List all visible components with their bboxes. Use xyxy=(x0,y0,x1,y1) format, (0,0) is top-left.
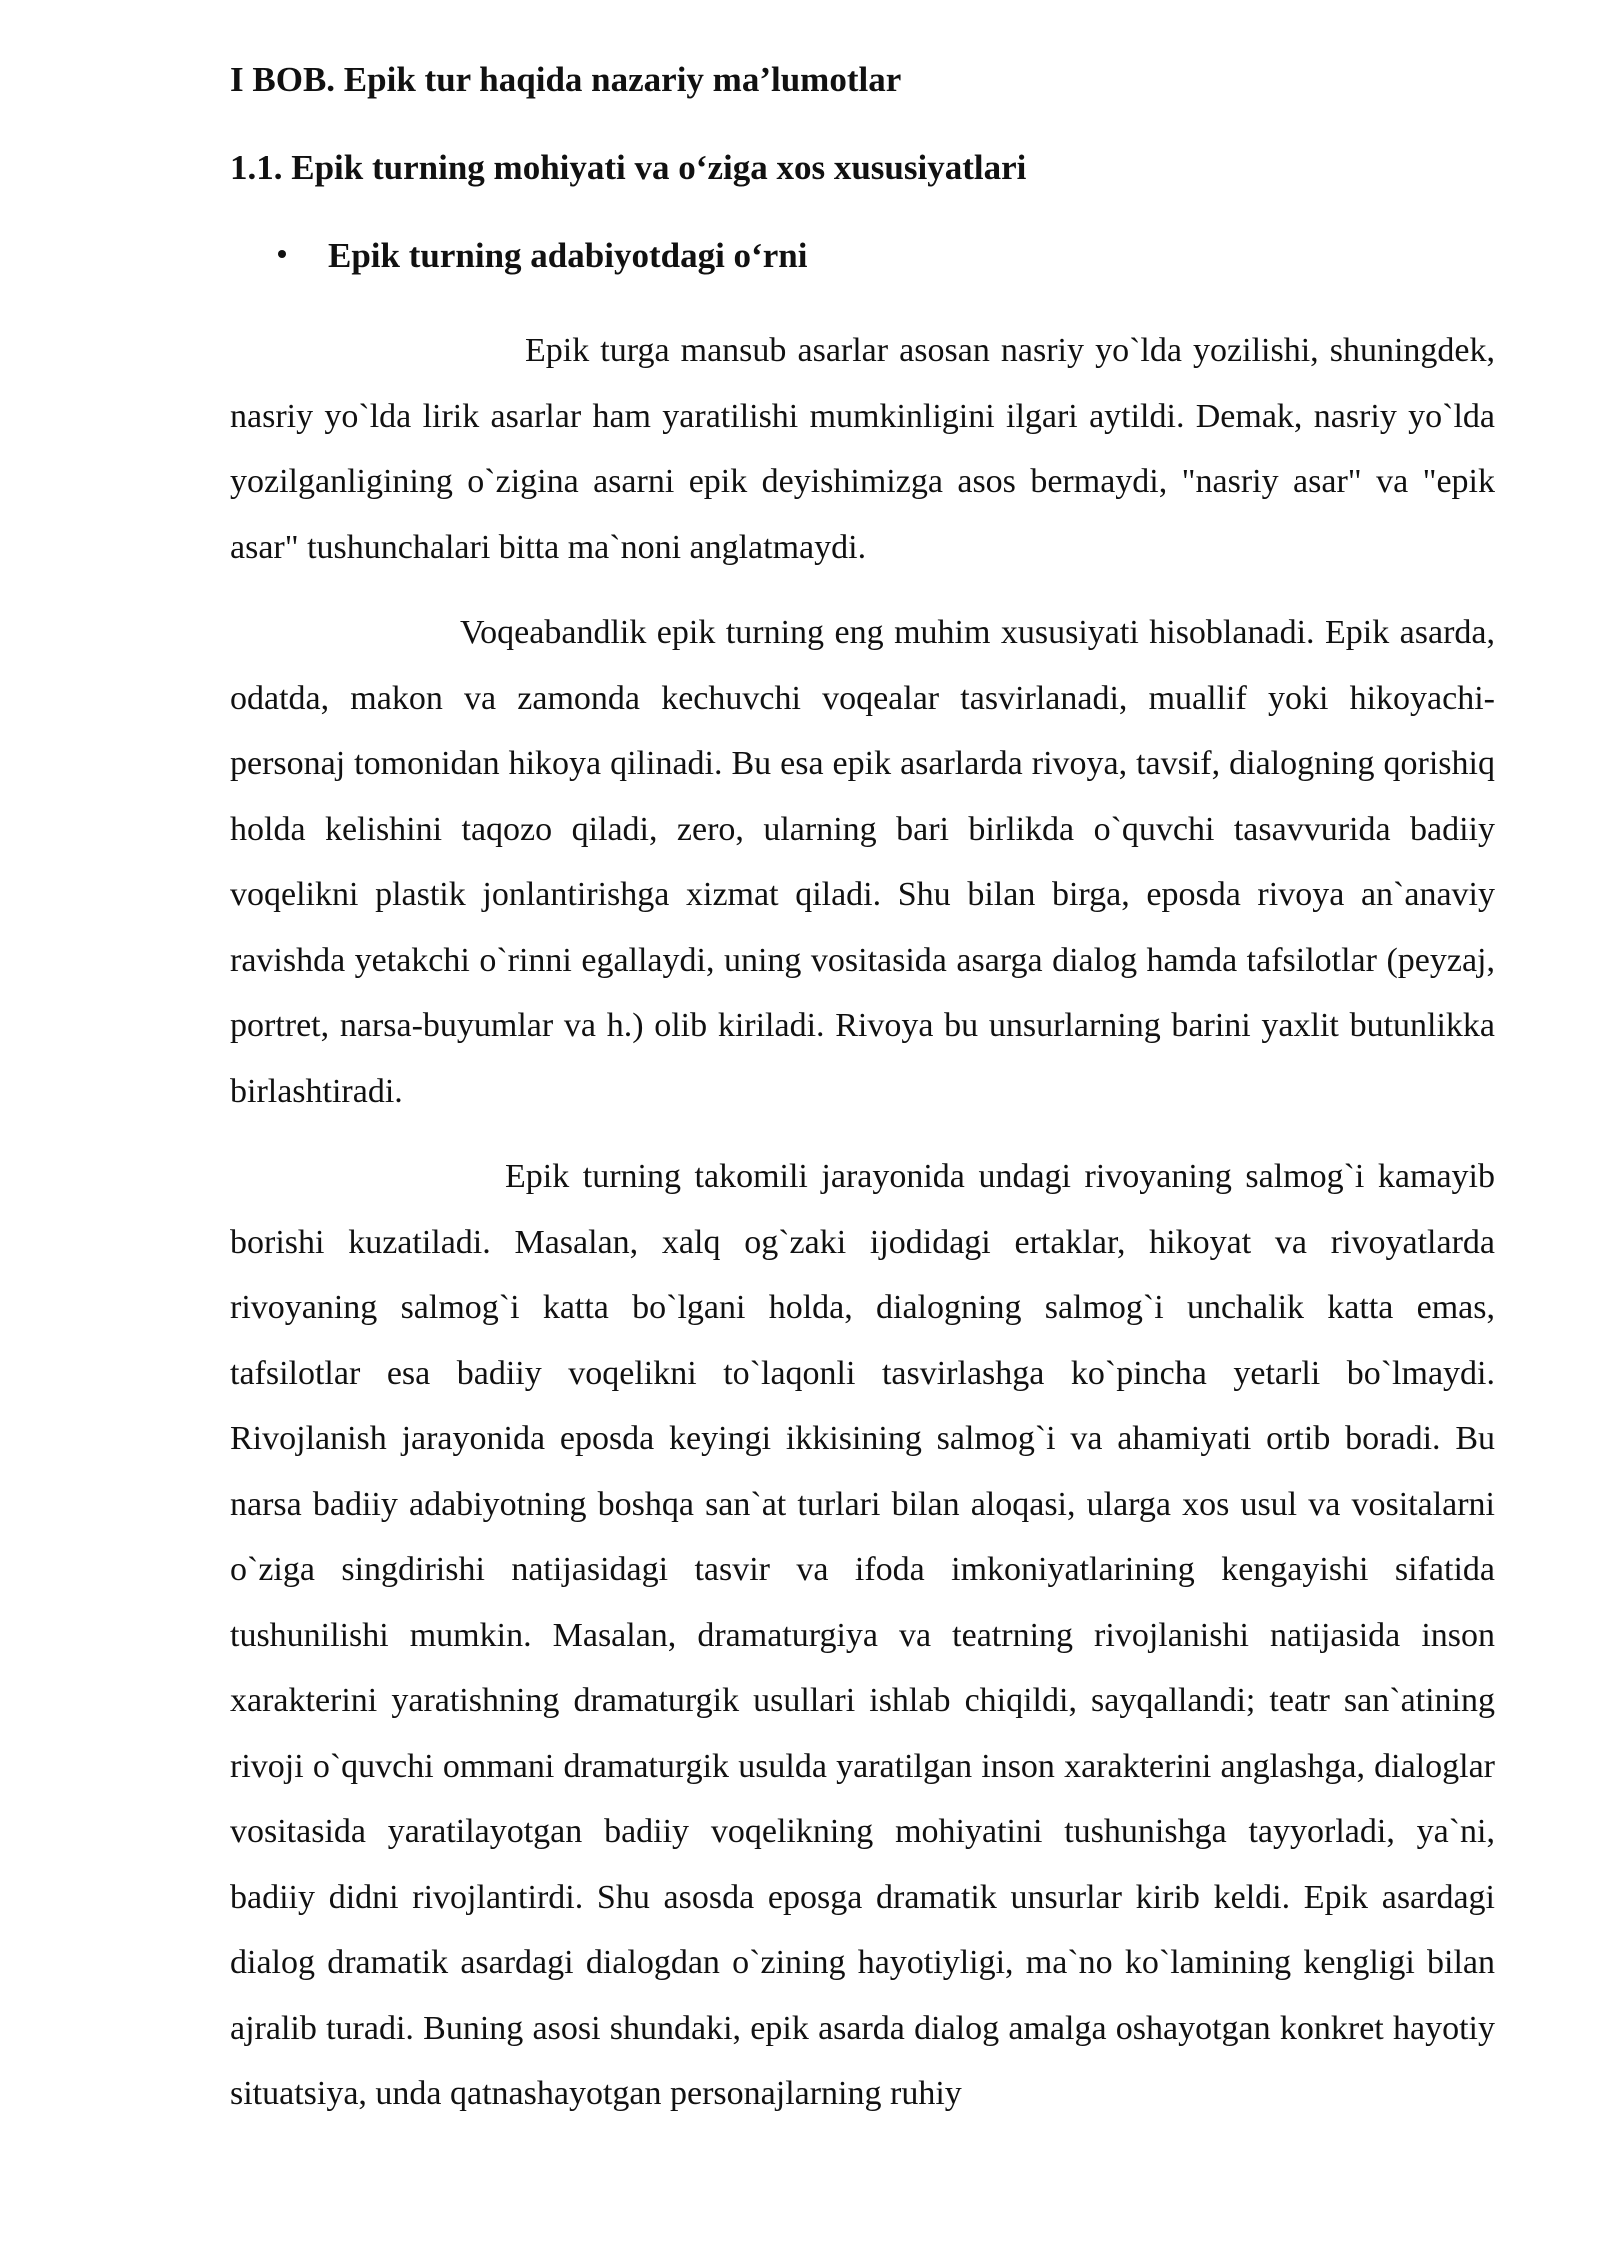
document-page xyxy=(230,58,1495,2147)
chapter-title: I BOB. Epik tur haqida nazariy ma’lumotlar xyxy=(230,60,902,99)
section-title: 1.1. Epik turning mohiyati va o‘ziga xos xususiyatlari xyxy=(230,148,1027,187)
paragraph-3: Epik turning takomili jarayonida undagi rivoyaning salmog`i kamayib borishi kuzatiladi. Masalan, xalq og`zaki ijodidagi ertaklar, hikoyat va rivoyatlarda rivoyaning salmog`i katta bo`lgani holda, dialogning salmog`i unchalik katta emas, tafsilotlar esa badiiy voqelikni to`laqonli tasvirlashga ko`pincha yetarli bo`lmaydi. Rivojlanish jarayonida eposda keyingi ikkisining salmog`i va ahamiyati ortib boradi. Bu narsa badiiy adabiyotning boshqa san`at turlari bilan aloqasi, ularga xos usul va vositalarni o`ziga singdirishi natijasidagi tasvir va ifoda imkoniyatlarining kengayishi sifatida tushunilishi mumkin. Masalan, dramaturgiya va teatrning rivojlanishi natijasida inson xarakterini yaratishning dramaturgik usullari ishlab chiqildi, sayqallandi; teatr san`atining rivoji o`quvchi ommani dramaturgik usulda yaratilgan inson xarakterini anglashga, dialoglar vositasida yaratilayotgan badiiy voqelikning mohiyatini tushunishga tayyorladi, ya`ni, badiiy didni rivojlantirdi. Shu asosda eposga dramatik unsurlar kirib keldi. Epik asardagi dialog dramatik asardagi dialogdan o`zining hayotiyligi, ma`no ko`lamining kengligi bilan ajralib turadi. Buning asosi shundaki, epik asarda dialog amalga oshayotgan konkret hayotiy situatsiya, unda qatnashayotgan personajlarning ruhiy xyxy=(230,1158,1495,2112)
paragraph-1: Epik turga mansub asarlar asosan nasriy yo`lda yozilishi, shuningdek, nasriy yo`lda lirik asarlar ham yaratilishi mumkinligini ilgari aytildi. Demak, nasriy yo`lda yozilganligining o`zigina asarni epik deyishimizga asos bermaydi, "nasriy asar" va "epik asar" tushunchalari bitta ma`noni anglatmaydi. xyxy=(230,332,1495,566)
paragraph-2: Voqeabandlik epik turning eng muhim xususiyati hisoblanadi. Epik asarda, odatda, makon va zamonda kechuvchi voqealar tasvirlanadi, muallif yoki hikoyachi-personaj tomonidan hikoya qilinadi. Bu esa epik asarlarda rivoya, tavsif, dialogning qorishiq holda kelishini taqozo qiladi, zero, ularning bari birlikda o`quvchi tasavvurida badiiy voqelikni plastik jonlantirishga xizmat qiladi. Shu bilan birga, eposda rivoya an`anaviy ravishda yetakchi o`rinni egallaydi, uning vositasida asarga dialog hamda tafsilotlar (peyzaj, portret, narsa-buyumlar va h.) olib kiriladi. Rivoya bu unsurlarning barini yaxlit butunlikka birlashtiradi. xyxy=(230,614,1495,1110)
bullet-heading-row xyxy=(230,234,1495,278)
bullet-icon xyxy=(278,250,286,258)
bullet-heading-text: Epik turning adabiyotdagi o‘rni xyxy=(328,236,808,275)
